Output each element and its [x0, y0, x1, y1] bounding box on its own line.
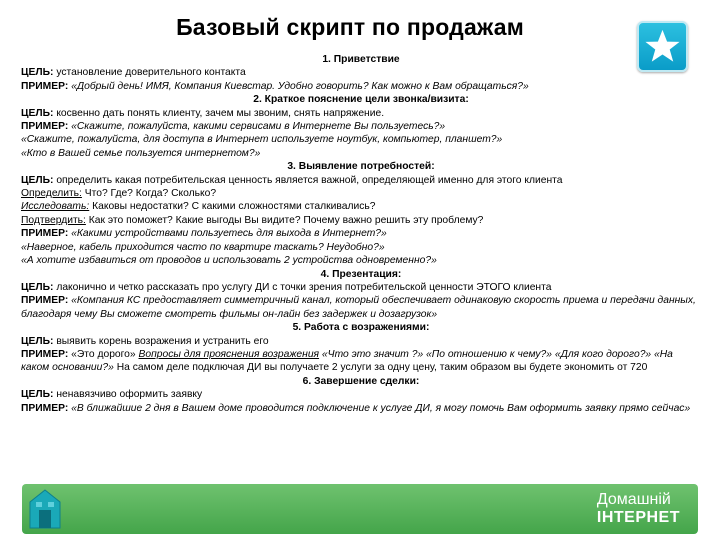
section-3-explore [21, 200, 701, 213]
section-3-example-line2 [21, 241, 701, 254]
section-2-goal [21, 107, 701, 120]
script-content [21, 53, 701, 415]
section-5-example [21, 348, 701, 375]
example-label: ПРИМЕР: [21, 348, 69, 360]
section-2-example-line2 [21, 133, 701, 146]
section-6-goal [21, 388, 701, 401]
section-6-example [21, 402, 701, 415]
section-4-heading: 4. Презентация: [320, 268, 402, 280]
goal-label: ЦЕЛЬ: [21, 107, 54, 119]
confirm-label: Подтвердить: [21, 214, 86, 226]
example-text: «Что это значит ?» «По отношению к чему?» «Для кого дорого?» «На каком основании?» [21, 348, 673, 374]
section-2-heading: 2. Краткое пояснение цели звонка/визита: [253, 94, 469, 106]
example-text: «Добрый день! ИМЯ, Компания Киевстар. Удобно говорить? Как можно к Вам обращаться?» [68, 80, 529, 92]
section-3-example [21, 227, 701, 240]
brand-line-1: Домашній [596, 491, 671, 508]
example-label: ПРИМЕР: [21, 228, 69, 240]
example-text: «А хотите избавиться от проводов и использовать 2 устройства одновременно?» [21, 255, 437, 267]
goal-label: ЦЕЛЬ: [21, 67, 54, 79]
example-text: «Скажите, пожалуйста, для доступа в Интернет используете ноутбук, компьютер, планшет?» [21, 134, 503, 146]
example-label: ПРИМЕР: [21, 80, 69, 92]
goal-text: выявить корень возражения и устранить его [53, 335, 269, 347]
define-label: Определить: [21, 188, 82, 200]
section-4-goal [21, 281, 701, 294]
goal-label: ЦЕЛЬ: [21, 335, 54, 347]
example-text: «Наверное, кабель приходится часто по квартире таскать? Неудобно?» [21, 241, 385, 253]
goal-label: ЦЕЛЬ: [21, 389, 54, 401]
example-text: «Кто в Вашей семье пользуется интернетом?» [21, 147, 261, 159]
section-5-heading: 5. Работа с возражениями: [292, 322, 430, 334]
confirm-text: Как это поможет? Какие выгоды Вы видите? Почему важно решить эту проблему? [85, 214, 484, 226]
section-4-example [21, 294, 701, 321]
example-text: «Это дорого» [68, 348, 139, 360]
example-text: На самом деле подключая ДИ вы получаете 2 услуги за одну цену, таким образом вы будете экономить от 720 [113, 362, 648, 374]
goal-text: косвенно дать понять клиенту, зачем мы звоним, снять напряжение. [53, 107, 385, 119]
section-1-example [21, 80, 701, 93]
example-text: «Скажите, пожалуйста, какими сервисами в Интернете Вы пользуетесь?» [68, 121, 446, 133]
page-title: Базовый скрипт по продажам [176, 14, 524, 40]
section-3-confirm [21, 214, 701, 227]
section-2-example [21, 120, 701, 133]
goal-text: ненавязчиво оформить заявку [53, 389, 203, 401]
explore-label: Исследовать: [21, 201, 90, 213]
example-label: ПРИМЕР: [21, 295, 69, 307]
section-3-goal [21, 174, 701, 187]
example-label: ПРИМЕР: [21, 402, 69, 414]
goal-label: ЦЕЛЬ: [21, 281, 54, 293]
section-3-heading: 3. Выявление потребностей: [287, 161, 435, 173]
brand-line-2: ІНТЕРНЕТ [596, 509, 680, 526]
goal-text: установление доверительного контакта [53, 67, 246, 79]
section-2-example-line3 [21, 147, 701, 160]
brand-logo [597, 491, 680, 527]
footer-banner [22, 484, 698, 534]
goal-text: лаконично и четко рассказать про услугу ДИ с точки зрения потребительской ценности ЭТОГО клиента [53, 281, 552, 293]
house-icon [28, 488, 62, 530]
section-1-goal [21, 66, 701, 79]
section-5-goal [21, 335, 701, 348]
example-label: ПРИМЕР: [21, 121, 69, 133]
explore-text: Каковы недостатки? С какими сложностями сталкивались? [89, 201, 376, 213]
goal-text: определить какая потребительская ценность является важной, определяющей именно для этого клиента [53, 174, 563, 186]
objection-questions-link: Вопросы для прояснения возражения [138, 348, 320, 360]
section-3-define [21, 187, 701, 200]
example-text: «Какими устройствами пользуетесь для выхода в Интернет?» [68, 228, 387, 240]
goal-label: ЦЕЛЬ: [21, 174, 54, 186]
example-text: «В ближайшие 2 дня в Вашем доме проводится подключение к услуге ДИ, я могу помочь Вам оформить заявку прямо сейчас» [68, 402, 691, 414]
section-1-heading: 1. Приветствие [322, 54, 400, 65]
define-text: Что? Где? Когда? Сколько? [81, 188, 217, 200]
section-6-heading: 6. Завершение сделки: [302, 375, 420, 387]
example-text: «Компания КС предоставляет симметричный канал, который обеспечивает одинаковую скорость приема и передачи данных, благодаря чему Вы сможете смотреть фильмы он-лайн без задержек и дозагрузок» [21, 295, 696, 320]
section-3-example-line3 [21, 254, 701, 267]
